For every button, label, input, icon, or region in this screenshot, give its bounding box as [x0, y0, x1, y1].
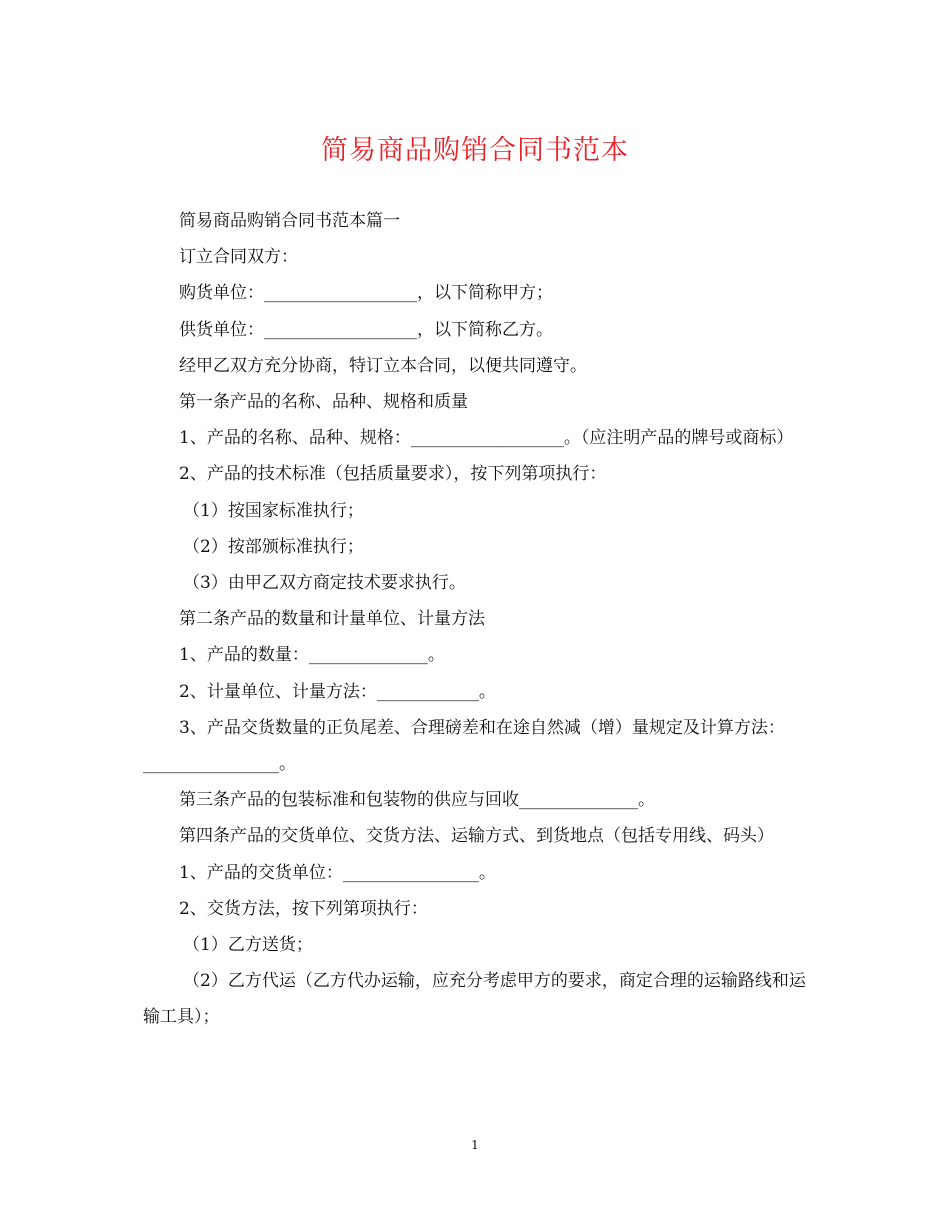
- section-heading: 第四条产品的交货单位、交货方法、运输方式、到货地点（包括专用线、码头）: [179, 826, 774, 847]
- list-item: （2）按部颁标准执行；: [183, 536, 364, 557]
- document-title: 简易商品购销合同书范本: [321, 135, 629, 166]
- list-item: （2）乙方代运（乙方代办运输，应充分考虑甲方的要求，商定合理的运输路线和运输工具）；: [143, 971, 806, 1028]
- paragraph: 经甲乙双方充分协商，特订立本合同，以便共同遵守。: [179, 355, 587, 376]
- list-item: （1）按国家标准执行；: [183, 500, 364, 521]
- paragraph: 购货单位：__________________，以下简称甲方；: [179, 283, 553, 304]
- section-heading: 第三条产品的包装标准和包装物的供应与回收______________。: [179, 790, 655, 811]
- paragraph: 简易商品购销合同书范本篇一: [179, 211, 400, 231]
- paragraph: 2、计量单位、计量方法：____________。: [179, 681, 496, 702]
- list-item: （1）乙方送货；: [183, 935, 313, 956]
- paragraph: 2、产品的技术标准（包括质量要求），按下列第项执行：: [179, 464, 607, 485]
- paragraph: 1、产品的名称、品种、规格：__________________。（应注明产品的牌号或商标）: [179, 428, 794, 449]
- paragraph: 3、产品交货数量的正负尾差、合理磅差和在途自然减（增）量规定及计算方法：________________。: [143, 717, 785, 775]
- paragraph: 1、产品的数量：______________。: [179, 645, 445, 666]
- page-number: 1: [471, 1138, 479, 1152]
- paragraph: 供货单位：__________________，以下简称乙方。: [179, 319, 553, 340]
- section-heading: 第一条产品的名称、品种、规格和质量: [179, 392, 468, 413]
- section-heading: 第二条产品的数量和计量单位、计量方法: [179, 609, 485, 630]
- document-body: [143, 203, 813, 1036]
- paragraph: 订立合同双方：: [179, 247, 298, 268]
- list-item: （3）由甲乙双方商定技术要求执行。: [183, 573, 466, 594]
- paragraph: 2、交货方法，按下列第项执行：: [179, 898, 428, 919]
- paragraph: 1、产品的交货单位：________________。: [179, 862, 496, 883]
